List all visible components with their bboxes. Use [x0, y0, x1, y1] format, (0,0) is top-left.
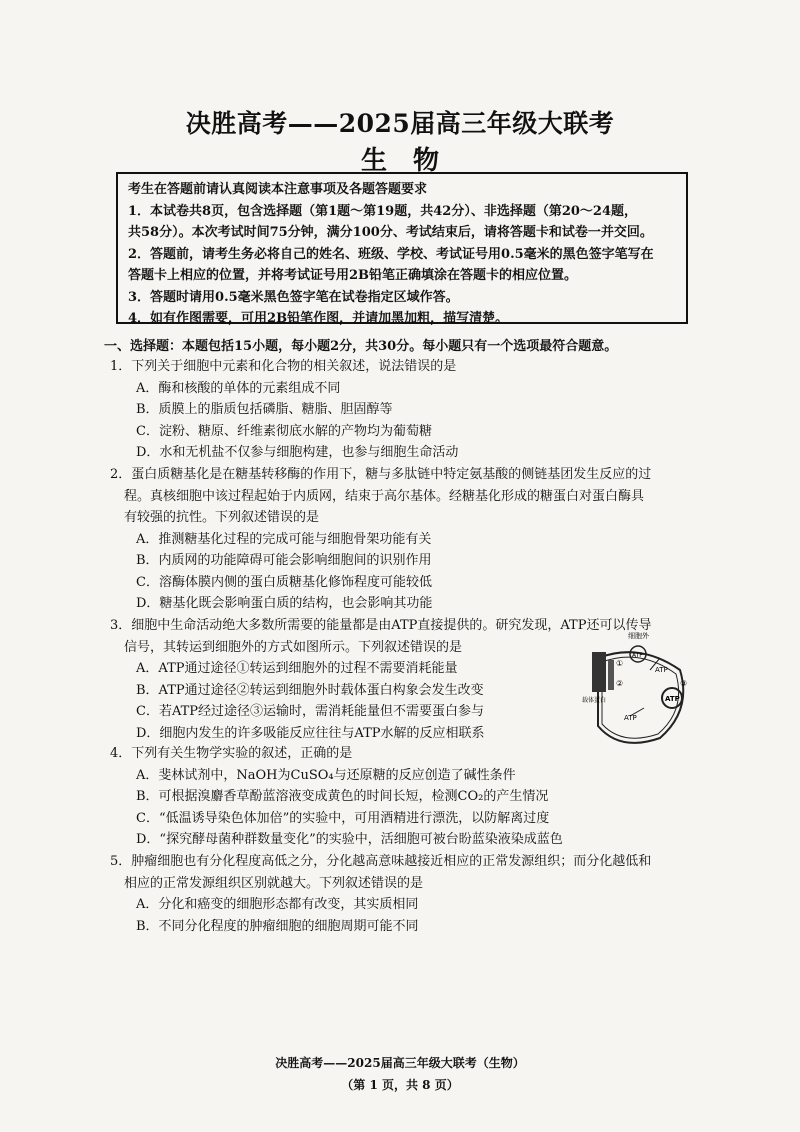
option-b: B．不同分化程度的肿瘤细胞的细胞周期可能不同 [136, 918, 419, 934]
label-path-1: ① [616, 659, 624, 668]
subject-title: 生物 [360, 146, 465, 176]
notice-line: 1．本试卷共8页，包含选择题（第1题～第19题，共42分）、非选择题（第20～24题， [128, 203, 637, 219]
question-1 [110, 356, 695, 464]
question-stem: 1．下列关于细胞中元素和化合物的相关叙述，说法错误的是 [110, 359, 457, 374]
label-atp: ATP [632, 652, 643, 659]
exam-title: 决胜高考——2025届高三年级大联考 [185, 109, 615, 138]
option-d: D．“探究酵母菌种群数量变化”的实验中，活细胞可被台盼蓝染液染成蓝色 [136, 832, 563, 847]
option-d: D．糖基化既会影响蛋白质的结构，也会影响其功能 [136, 596, 433, 611]
question-stem: 4．下列有关生物学实验的叙述，正确的是 [110, 746, 353, 761]
option-b: B．ATP通过途径②转运到细胞外时载体蛋白构象会发生改变 [136, 682, 484, 698]
option-a: A．ATP通过途径①转运到细胞外的过程不需要消耗能量 [136, 661, 458, 676]
option-c: C．溶酶体膜内侧的蛋白质糖基化修饰程度可能较低 [136, 574, 432, 590]
notice-line: 4．如有作图需要，可用2B铅笔作图，并请加黑加粗，描写清楚。 [128, 311, 509, 326]
option-c: C．若ATP经过途径③运输时，需消耗能量但不需要蛋白参与 [136, 704, 485, 719]
label-path-3: ③ [680, 679, 688, 688]
question-2 [110, 464, 695, 615]
option-a: A．斐林试剂中，NaOH为CuSO₄与还原糖的反应创造了碱性条件 [136, 767, 516, 783]
label-carrier: 载体蛋白 [582, 697, 607, 704]
label-atp: ATP [624, 714, 637, 722]
option-d: D．水和无机盐不仅参与细胞构建，也参与细胞生命活动 [136, 445, 459, 460]
question-stem: 相应的正常发源组织区别就越大。下列叙述错误的是 [124, 875, 424, 891]
question-stem: 信号，其转运到细胞外的方式如图所示。下列叙述错误的是 [124, 639, 463, 655]
channel-protein [608, 660, 614, 690]
option-a: A．分化和癌变的细胞形态都有改变，其实质相同 [136, 897, 419, 912]
question-stem: 2．蛋白质糖基化是在糖基转移酶的作用下，糖与多肽链中特定氨基酸的侧链基团发生反应的过 [110, 467, 652, 482]
footer-title: 决胜高考——2025届高三年级大联考（生物） [275, 1056, 525, 1070]
notice-heading: 考生在答题前请认真阅读本注意事项及各题答题要求 [128, 182, 428, 197]
question-stem: 5．肿瘤细胞也有分化程度高低之分，分化越高意味越接近相应的正常发源组织；而分化越低和 [110, 854, 652, 869]
option-c: C．淀粉、糖原、纤维素彻底水解的产物均为葡萄糖 [136, 423, 432, 439]
option-a: A．酶和核酸的单体的元素组成不同 [136, 380, 341, 396]
label-outside: 细胞外 [628, 632, 649, 640]
section-heading: 一、选择题：本题包括15小题，每小题2分，共30分。每小题只有一个选项最符合题意。 [104, 339, 618, 354]
label-atp: ATP [665, 695, 680, 703]
option-d: D．细胞内发生的许多吸能反应往往与ATP水解的反应相联系 [136, 725, 485, 741]
question-stem: 3．细胞中生命活动绝大多数所需要的能量都是由ATP直接提供的。研究发现，ATP还可以传导 [110, 618, 652, 633]
page-number: （第 1 页，共 8 页） [341, 1078, 459, 1092]
option-b: B．内质网的功能障碍可能会影响细胞间的识别作用 [136, 553, 432, 568]
question-stem: 程。真核细胞中该过程起始于内质网，结束于高尔基体。经糖基化形成的糖蛋白对蛋白酶具 [124, 488, 645, 504]
atp-transport-diagram [580, 630, 695, 750]
option-a: A．推测糖基化过程的完成可能与细胞骨架功能有关 [136, 531, 432, 547]
carrier-protein [592, 652, 606, 692]
label-atp: ATP [655, 666, 668, 674]
notice-box [116, 172, 688, 324]
notice-line: 共58分）。本次考试时间75分钟，满分100分、考试结束后，请将答题卡和试卷一并交回。 [128, 225, 653, 240]
question-4 [110, 743, 695, 851]
option-b: B．可根据溴麝香草酚蓝溶液变成黄色的时间长短，检测CO₂的产生情况 [136, 789, 549, 804]
notice-line: 答题卡上相应的位置，并将考试证号用2B铅笔正确填涂在答题卡的相应位置。 [128, 268, 578, 283]
question-stem: 有较强的抗性。下列叙述错误的是 [124, 510, 320, 525]
notice-line: 3．答题时请用0.5毫米黑色签字笔在试卷指定区域作答。 [128, 289, 459, 305]
option-c: C．“低温诱导染色体加倍”的实验中，可用酒精进行漂洗，以防解离过度 [136, 810, 550, 826]
notice-line: 2．答题前，请考生务必将自己的姓名、班级、学校、考试证号用0.5毫米的黑色签字笔写在 [128, 246, 654, 262]
question-5 [110, 851, 695, 937]
label-path-2: ② [616, 679, 624, 688]
page-footer [0, 1052, 800, 1096]
option-b: B．质膜上的脂质包括磷脂、糖脂、胆固醇等 [136, 402, 393, 417]
